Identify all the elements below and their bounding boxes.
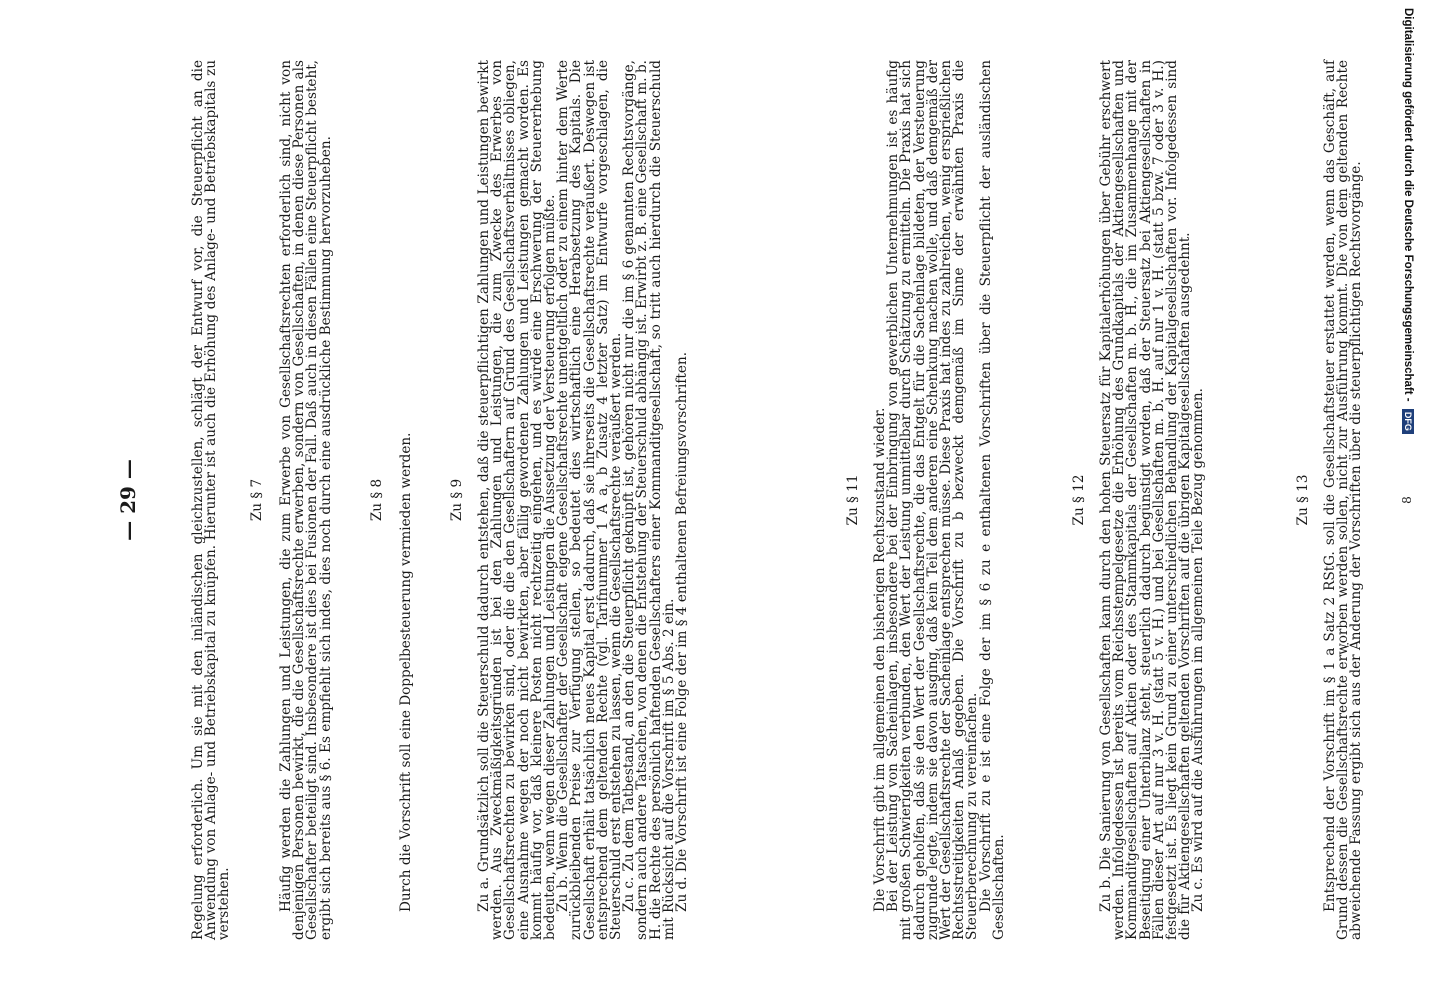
section-11-p2: Bei der Leistung von Sacheinlagen, insbesondere bei der Einbringung von gewerblichen Unternehmungen ist es häufig mit großen Schwierigkeiten verbunden, den Wert der Leistung unmittelbar durch Schätzung zu ermitteln. Die Praxis hat sich dadurch geholfen, daß sie den Wert der Gesellschaftsrechte, die das Entgelt für die Sacheinlage bildeten, der Versteuerung zugrunde legte, indem sie davon ausging, daß kein Teil dem anderen eine Schenkung machen wolle, und daß demgemäß der Wert der Gesellschaftsrechte der Sacheinlage entsprechen müsse. Diese Praxis hat indes zu zahlreichen, wenig ersprießlichen Rechtsstreitigkeiten Anlaß gegeben. Die Vorschrift zu b bezweckt demgemäß im Sinne der erwähnten Praxis die Steuerberechnung zu vereinfachen.: [885, 60, 981, 940]
section-11-p3: Die Vorschrift zu e ist eine Folge der im § 6 zu e enthaltenen Vorschriften über die Steuerpflicht der ausländischen Gesellschaften.: [977, 60, 1007, 940]
section-12-c: Zu c. Es wird auf die Ausführungen im allgemeinen Teile Bezug genommen.: [1190, 388, 1207, 912]
section-13-text: Entsprechend der Vorschrift im § 1 a Satz 2 RStG. soll die Gesellschaftsteuer erstattet werden, wenn das Geschäft, auf Grund dessen die Gesellschaftsrechte erworben werden sollen, nicht zur Ausführung kommt. Die von dem geltenden Rechte abweichende Fassung ergibt sich aus der Änderung der Vorschriften über die steuerpflichtigen Rechtsvorgänge.: [1322, 60, 1365, 940]
section-11-heading: Zu § 11: [845, 474, 861, 526]
intro-paragraph: [192, 60, 232, 940]
section-11-p1: Die Vorschrift gibt im allgemeinen den bisherigen Rechtszustand wieder.: [872, 407, 888, 912]
section-13-heading: Zu § 13: [1295, 474, 1311, 526]
section-13-body: [1324, 60, 1364, 940]
section-9-d: Zu d. Die Vorschrift ist eine Folge der im § 4 enthaltenen Befreiungsvorschriften.: [674, 351, 691, 912]
section-12-heading: Zu § 12: [1071, 474, 1087, 526]
section-9-c: Zu c. Zu dem Tatbestand, an den die Steuerpflicht geknüpft ist, gehören nicht nur die im § 6 genannten Rechtsvorgänge, sondern auch andere Tatsachen, von denen die Entstehung der Steuerschuld abhängig ist. Erwirbt z. B. eine Gesellschaft m. b. H. die Rechte des persönlich haftenden Gesellschafters einer Kommanditgesellschaft, so tritt auch hierdurch die Steuerschuld mit Rücksicht auf die Vorschrift im § 5 Abs. 2 ein.: [621, 60, 677, 940]
digitization-notice-text: Digitalisierung gefördert durch die Deutsche Forschungsgemeinschaft -: [1402, 8, 1414, 402]
section-8-body: [400, 60, 413, 940]
digitization-notice: [1392, 8, 1414, 1008]
section-8-heading: Zu § 8: [369, 478, 385, 522]
section-7-body: [280, 60, 333, 940]
section-12-body: [1100, 60, 1206, 940]
section-9-heading: Zu § 9: [449, 478, 465, 522]
section-9-body: [478, 60, 689, 940]
section-7-heading: Zu § 7: [249, 478, 265, 522]
section-7-text: Häufig werden die Zahlungen und Leistungen, die zum Erwerbe von Gesellschaftsrechten erforderlich sind, nicht von denjenigen Personen bewirkt, die die Gesellschaftsrechte erwerben, sondern von Gesellschaften, in denen diese Personen als Gesellschafter beteiligt sind. Insbesondere ist dies bei Fusionen der Fall. Daß auch in diesen Fällen eine Steuerpflicht besteht, ergibt sich bereits aus § 6. Es empfiehlt sich indes, dies noch durch eine ausdrückliche Bestimmung hervorzuheben.: [278, 60, 334, 940]
section-9-b: Zu b. Wenn die Gesellschafter der Gesellschaft eigene Gesellschaftsrechte unentgeltlich oder zu einem hinter dem Werte zurückbleibenden Preise zur Verfügung stellen, so bedeutet dies wirtschaftlich eine Herabsetzung des Kapitals. Die Gesellschaft erhält tatsächlich neues Kapital erst dadurch, daß sie ihrerseits die Gesellschaftsrechte veräußert. Deswegen ist entsprechend dem geltenden Rechte (vgl. Tarifnummer 1 A a, b Zusatz 4 letzter Satz) im Entwurfe vorgeschlagen, die Steuerschuld erst entstehen zu lassen, wenn die Gesellschaftsrechte veräußert werden.: [555, 60, 625, 940]
section-11-body: [874, 60, 1006, 940]
section-12-b: Zu b. Die Sanierung von Gesellschaften kann durch den hohen Steuersatz für Kapitalerhöhungen über Gebühr erschwert werden. Infolgedessen ist bereits vom Reichsstempelgesetze die Erhöhung des Grundkapitals der Aktiengesellschaften und Kommanditgesellschaften auf Aktien oder des Stammkapitals der Gesellschaften m. b. H., die im Zusammenhange mit der Beseitigung einer Unterbilanz steht, steuerlich dadurch begünstigt worden, daß der Steuersatz bei Aktiengesellschaften in Fällen dieser Art auf nur 3 v. H. (statt 5 v. H.) und bei Gesellschaften m. b. H. auf nur 1 v. H. (statt 5 bzw. 7 oder 3 v. H.) festgesetzt ist. Es liegt kein Grund zu einer unterschiedlichen Behandlung der Kapitalgesellschaften vor. Infolgedessen sind die für Aktiengesellschaften geltenden Vorschriften auf die übrigen Kapitalgesellschaften ausgedehnt.: [1098, 60, 1194, 940]
section-9-a: Zu a. Grundsätzlich soll die Steuerschuld dadurch entstehen, daß die steuerpflichtigen Zahlungen und Leistungen bewirkt werden. Aus Zweckmäßigkeitsgründen ist bei den Zahlungen und Leistungen, die zum Zwecke des Erwerbes von Gesellschaftsrechten zu bewirken sind, oder die die den Gesellschaftern auf Grund des Gesellschaftsverhältnisses obliegen, eine Ausnahme wegen der noch nicht bewirkten, aber fällig gewordenen Zahlungen und Leistungen gemacht worden. Es kommt häufig vor, daß kleinere Posten nicht rechtzeitig eingehen, und es würde eine Erschwerung der Steuererhebung bedeuten, wenn wegen dieser Zahlungen und Leistungen die Aussetzung der Versteuerung erfolgen müßte.: [476, 60, 559, 940]
section-8-text: Durch die Vorschrift soll eine Doppelbesteuerung vermieden werden.: [398, 432, 414, 912]
page-number: — 29 —: [116, 459, 140, 541]
dfg-logo: DFG: [1402, 409, 1414, 434]
signature-mark: 8: [1400, 496, 1414, 504]
intro-text: Regelung erforderlich. Um sie mit den inländischen gleichzustellen, schlägt der Entwurf vor, die Steuerpflicht an die Anwendung von Anlage- und Betriebskapital zu knüpfen. Hierunter ist auch die Erhöhung des Anlage- und Betriebskapitals zu verstehen.: [190, 60, 233, 940]
